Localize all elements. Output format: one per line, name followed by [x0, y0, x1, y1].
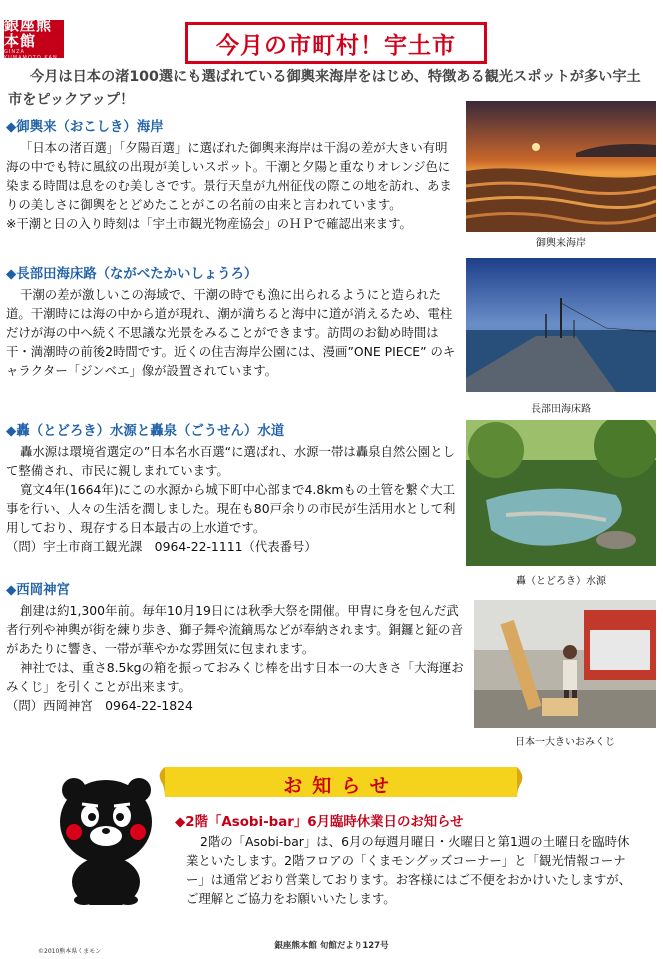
section-body-okoshiki	[6, 138, 458, 233]
photo-todoroki-spring	[466, 420, 656, 566]
section-heading-todoroki: ◆轟（とどろき）水源と轟泉（ごうせん）水道	[6, 424, 285, 439]
photo-nagabeta-road	[466, 258, 656, 392]
section-body-nagabeta	[6, 285, 458, 380]
section-body-todoroki	[6, 442, 458, 557]
photo-omikuji	[474, 600, 656, 728]
paragraph: 創建は約1,300年前。毎年10月19日には秋季大祭を開催。甲冑に身を包んだ武者行列や神輿が街を練り歩き、獅子舞や流鏑馬などが奉納されます。銅鑼と鉦の音があたりに響き、一帯が華やかな雰囲気に包まれます。	[6, 603, 463, 657]
logo-text: 銀座熊本館	[4, 16, 53, 50]
section-heading-nishioka: ◆西岡神宮	[6, 583, 70, 598]
contact: （問）宇土市商工観光課 0964-22-1111（代表番号）	[6, 539, 317, 555]
photo-caption: 御輿来海岸	[536, 238, 586, 249]
paragraph: 「日本の渚百選」「夕陽百選」に選ばれた御輿来海岸は干潟の差が大きい有明海の中でも特に風紋の出現が美しいスポット。干潮と夕陽と重なりオレンジ色に染まる時間は息をのむ美しさです。景行天皇が九州征伐の際この地を訪れ、あまりの美しさに御輿をとどめたことがこの名前の由来と言われています。	[6, 140, 452, 213]
logo	[4, 16, 64, 61]
section-heading-nagabeta: ◆長部田海床路（ながべたかいしょうろ）	[6, 267, 258, 282]
paragraph: 干潮の差が激しいこの海域で、干潮の時でも漁に出られるようにと造られた道。干潮時には海の中から道が現れ、潮が満ちると海中に道が消えるため、電柱だけが海の中へ続く不思議な光景をみることができます。訪問のお勧め時間は干・満潮時の前後2時間です。近くの住吉海岸公園には、漫画”ONE PIECE” のキャラクター「ジンベエ」像が設置されています。	[6, 287, 456, 379]
note: ※干潮と日の入り時刻は「宇土市観光物産協会」のＨＰで確認出来ます。	[6, 216, 412, 232]
notice-body: 2階の「Asobi-bar」は、6月の毎週月曜日・火曜日と第1週の土曜日を臨時休業といたします。2階フロアの「くまモングッズコーナー」と「観光情報コーナー」は通常どおり営業しております。お客様にはご不便をおかけいたしますが、ご理解とご協力をお願いいたします。	[186, 834, 632, 906]
notice-banner	[157, 765, 525, 801]
page-title: 今月の市町村！宇土市	[216, 32, 456, 59]
photo-caption: 長部田海床路	[531, 404, 591, 415]
page-title-box	[185, 22, 487, 64]
contact: （問）西岡神宮 0964-22-1824	[6, 698, 193, 714]
notice-title: お知らせ	[283, 775, 399, 797]
logo-subtext: GINZA KUMAMOTO KAN	[4, 49, 58, 61]
notice-heading: ◆2階「Asobi-bar」6月臨時休業日のお知らせ	[175, 815, 464, 830]
paragraph: 轟水源は環境省選定の”日本名水百選“に選ばれ、水源一帯は轟泉自然公園として整備され、市民に親しまれています。	[6, 444, 455, 479]
intro-text: 今月は日本の渚100選にも選ばれている御輿来海岸をはじめ、特徴ある観光スポットが多い宇土市をピックアップ！	[8, 69, 641, 108]
copyright-credit: ©2010熊本県くまモン	[38, 948, 102, 955]
paragraph: 神社では、重さ8.5kgの箱を振っておみくじ棒を出す日本一の大きさ「大海運おみくじ」を引くことが出来ます。	[6, 660, 464, 695]
photo-caption: 轟（とどろき）水源	[516, 576, 606, 587]
footer: 銀座熊本館 旬館だより127号	[274, 941, 389, 951]
paragraph: 寛文4年(1664年)にこの水源から城下町中心部まで4.8kmもの土管を繋ぐ大工事を行い、人々の生活を潤しました。現在も80戸余りの市民が生活用水として利用しており、現存する日本最古の上水道です。	[6, 482, 456, 536]
section-body-nishioka	[6, 601, 468, 716]
photo-caption: 日本一大きいおみくじ	[515, 737, 615, 748]
section-heading-okoshiki: ◆御輿来（おこしき）海岸	[6, 120, 164, 135]
kumamon-illustration	[54, 770, 159, 905]
photo-okoshiki-coast	[466, 101, 656, 232]
